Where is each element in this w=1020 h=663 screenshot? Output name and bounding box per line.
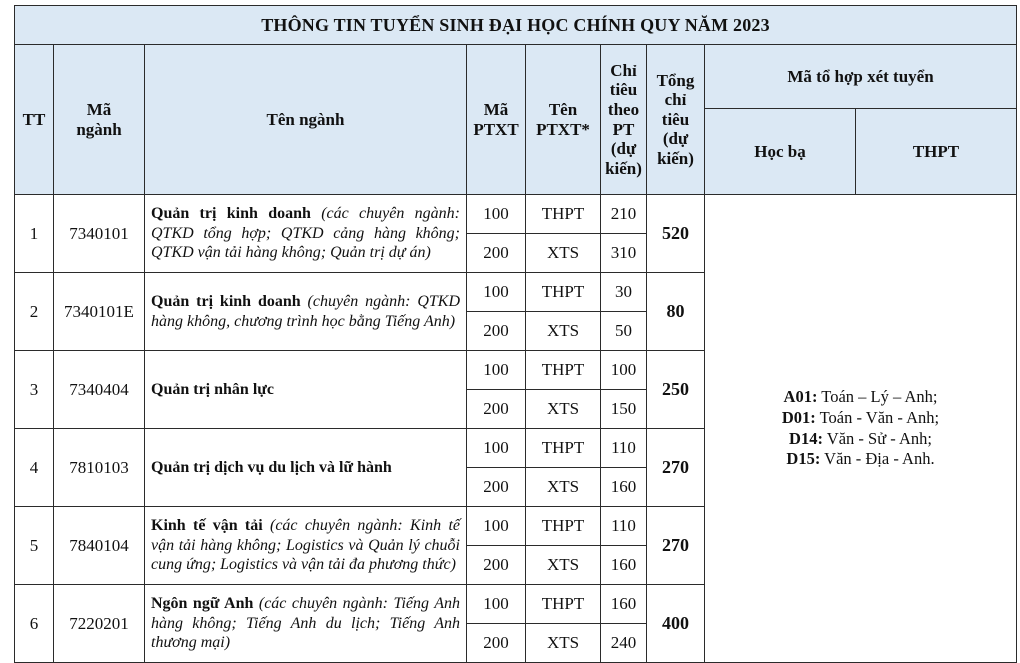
major-name-bold: Kinh tế vận tải bbox=[151, 517, 263, 535]
table-row bbox=[15, 195, 1017, 234]
row-method-name: THPT bbox=[526, 585, 601, 624]
row-method-code: 100 bbox=[467, 273, 526, 312]
row-code: 7340101E bbox=[54, 273, 145, 351]
row-total: 520 bbox=[647, 195, 705, 273]
header-ma-ptxt-line1: Mã bbox=[483, 99, 509, 119]
row-code: 7340404 bbox=[54, 351, 145, 429]
row-major-name bbox=[145, 273, 467, 351]
row-method-code: 100 bbox=[467, 195, 526, 234]
row-method-name: XTS bbox=[526, 312, 601, 351]
admissions-table bbox=[14, 5, 1017, 663]
major-name-bold: Quản trị kinh doanh bbox=[151, 292, 301, 310]
row-tt: 5 bbox=[15, 507, 54, 585]
combo-line bbox=[705, 449, 1016, 470]
header-ten-nganh: Tên ngành bbox=[145, 45, 467, 195]
row-code: 7810103 bbox=[54, 429, 145, 507]
row-quota: 210 bbox=[601, 195, 647, 234]
combo-line bbox=[705, 408, 1016, 429]
row-method-code: 100 bbox=[467, 429, 526, 468]
row-quota: 110 bbox=[601, 429, 647, 468]
row-method-name: THPT bbox=[526, 429, 601, 468]
row-total: 400 bbox=[647, 585, 705, 663]
header-tong-l2: tiêu bbox=[661, 109, 690, 129]
row-method-code: 200 bbox=[467, 468, 526, 507]
row-method-code: 100 bbox=[467, 507, 526, 546]
row-total: 270 bbox=[647, 507, 705, 585]
row-tt: 6 bbox=[15, 585, 54, 663]
combo-code: D14: bbox=[789, 428, 823, 448]
row-method-code: 200 bbox=[467, 624, 526, 663]
row-major-name bbox=[145, 585, 467, 663]
row-major-name bbox=[145, 195, 467, 273]
row-quota: 160 bbox=[601, 585, 647, 624]
row-tt: 1 bbox=[15, 195, 54, 273]
header-tong-l0: Tổng bbox=[656, 70, 695, 90]
row-code: 7220201 bbox=[54, 585, 145, 663]
combo-subjects: Văn - Địa - Anh. bbox=[820, 449, 935, 469]
row-method-name: THPT bbox=[526, 273, 601, 312]
header-chi-tieu-l5: kiến) bbox=[605, 158, 642, 178]
major-name-detail: (các chuyên ngành: Tiếng Anh hàng không; Tiếng Anh du lịch; Tiếng Anh thương mại) bbox=[151, 595, 461, 652]
header-ten-ptxt-line2: PTXT* bbox=[536, 119, 590, 139]
header-tong-l3: (dự bbox=[662, 129, 689, 149]
header-ma-ptxt-line2: PTXT bbox=[473, 119, 519, 139]
row-tt: 2 bbox=[15, 273, 54, 351]
row-quota: 310 bbox=[601, 234, 647, 273]
header-ten-ptxt bbox=[526, 45, 601, 195]
row-method-code: 200 bbox=[467, 390, 526, 429]
row-total: 270 bbox=[647, 429, 705, 507]
row-major-name bbox=[145, 429, 467, 507]
header-tong-l1: chỉ bbox=[664, 90, 687, 110]
row-quota: 160 bbox=[601, 546, 647, 585]
combo-code: A01: bbox=[783, 387, 818, 407]
row-total: 80 bbox=[647, 273, 705, 351]
row-quota: 240 bbox=[601, 624, 647, 663]
row-method-code: 100 bbox=[467, 585, 526, 624]
subject-combinations bbox=[705, 195, 1017, 663]
combo-subjects: Toán - Văn - Anh; bbox=[815, 407, 940, 427]
header-ma-nganh-line2: ngành bbox=[76, 119, 122, 139]
row-method-name: XTS bbox=[526, 390, 601, 429]
row-quota: 50 bbox=[601, 312, 647, 351]
major-name-detail: (chuyên ngành: QTKD hàng không, chương trình học bằng Tiếng Anh) bbox=[151, 292, 461, 330]
header-chi-tieu-l0: Chỉ bbox=[610, 60, 637, 80]
major-name-bold: Ngôn ngữ Anh bbox=[151, 595, 254, 613]
combo-subjects: Văn - Sử - Anh; bbox=[822, 428, 932, 448]
row-method-code: 200 bbox=[467, 546, 526, 585]
header-tong-l4: kiến) bbox=[657, 148, 694, 168]
combo-line bbox=[705, 429, 1016, 450]
combo-code: D15: bbox=[786, 449, 821, 469]
row-quota: 100 bbox=[601, 351, 647, 390]
row-quota: 160 bbox=[601, 468, 647, 507]
row-method-name: XTS bbox=[526, 468, 601, 507]
row-method-name: XTS bbox=[526, 234, 601, 273]
row-major-name bbox=[145, 351, 467, 429]
header-chi-tieu-l2: theo bbox=[607, 99, 640, 119]
row-quota: 30 bbox=[601, 273, 647, 312]
major-name-detail: (các chuyên ngành: Kinh tế vận tải hàng không; Logistics và Quản lý chuỗi cung ứng; Logistics và vận tải đa phương thức) bbox=[151, 517, 460, 574]
row-major-name bbox=[145, 507, 467, 585]
row-method-code: 200 bbox=[467, 312, 526, 351]
combo-subjects: Toán – Lý – Anh; bbox=[817, 387, 938, 407]
table-title: THÔNG TIN TUYỂN SINH ĐẠI HỌC CHÍNH QUY NĂM 2023 bbox=[15, 6, 1017, 45]
row-method-name: XTS bbox=[526, 624, 601, 663]
header-tt: TT bbox=[15, 45, 54, 195]
row-method-name: THPT bbox=[526, 351, 601, 390]
combo-code: D01: bbox=[781, 407, 816, 427]
combo-line bbox=[705, 387, 1016, 408]
row-method-name: THPT bbox=[526, 195, 601, 234]
row-quota: 110 bbox=[601, 507, 647, 546]
header-thpt: THPT bbox=[856, 109, 1017, 195]
row-quota: 150 bbox=[601, 390, 647, 429]
major-name-bold: Quản trị kinh doanh bbox=[151, 205, 311, 223]
header-tong-chi-tieu bbox=[647, 45, 705, 195]
major-name-detail: (các chuyên ngành: QTKD tổng hợp; QTKD cảng hàng không; QTKD vận tải hàng không; Quản trị dự án) bbox=[151, 205, 460, 262]
header-to-hop: Mã tổ hợp xét tuyển bbox=[705, 45, 1017, 109]
row-tt: 4 bbox=[15, 429, 54, 507]
row-total: 250 bbox=[647, 351, 705, 429]
major-name-bold: Quản trị nhân lực bbox=[151, 380, 274, 398]
row-method-name: XTS bbox=[526, 546, 601, 585]
header-ten-ptxt-line1: Tên bbox=[548, 99, 578, 119]
row-method-name: THPT bbox=[526, 507, 601, 546]
header-ma-nganh-line1: Mã bbox=[86, 99, 112, 119]
header-hoc-ba: Học bạ bbox=[705, 109, 856, 195]
row-code: 7840104 bbox=[54, 507, 145, 585]
header-chi-tieu-l1: tiêu bbox=[609, 80, 638, 100]
major-name-bold: Quản trị dịch vụ du lịch và lữ hành bbox=[151, 458, 392, 476]
header-ma-nganh bbox=[54, 45, 145, 195]
header-chi-tieu-l3: PT bbox=[612, 119, 635, 139]
admissions-table-container bbox=[14, 5, 1016, 663]
header-chi-tieu-l4: (dự bbox=[610, 139, 637, 159]
row-method-code: 200 bbox=[467, 234, 526, 273]
header-ma-ptxt bbox=[467, 45, 526, 195]
row-tt: 3 bbox=[15, 351, 54, 429]
row-code: 7340101 bbox=[54, 195, 145, 273]
row-method-code: 100 bbox=[467, 351, 526, 390]
header-chi-tieu bbox=[601, 45, 647, 195]
